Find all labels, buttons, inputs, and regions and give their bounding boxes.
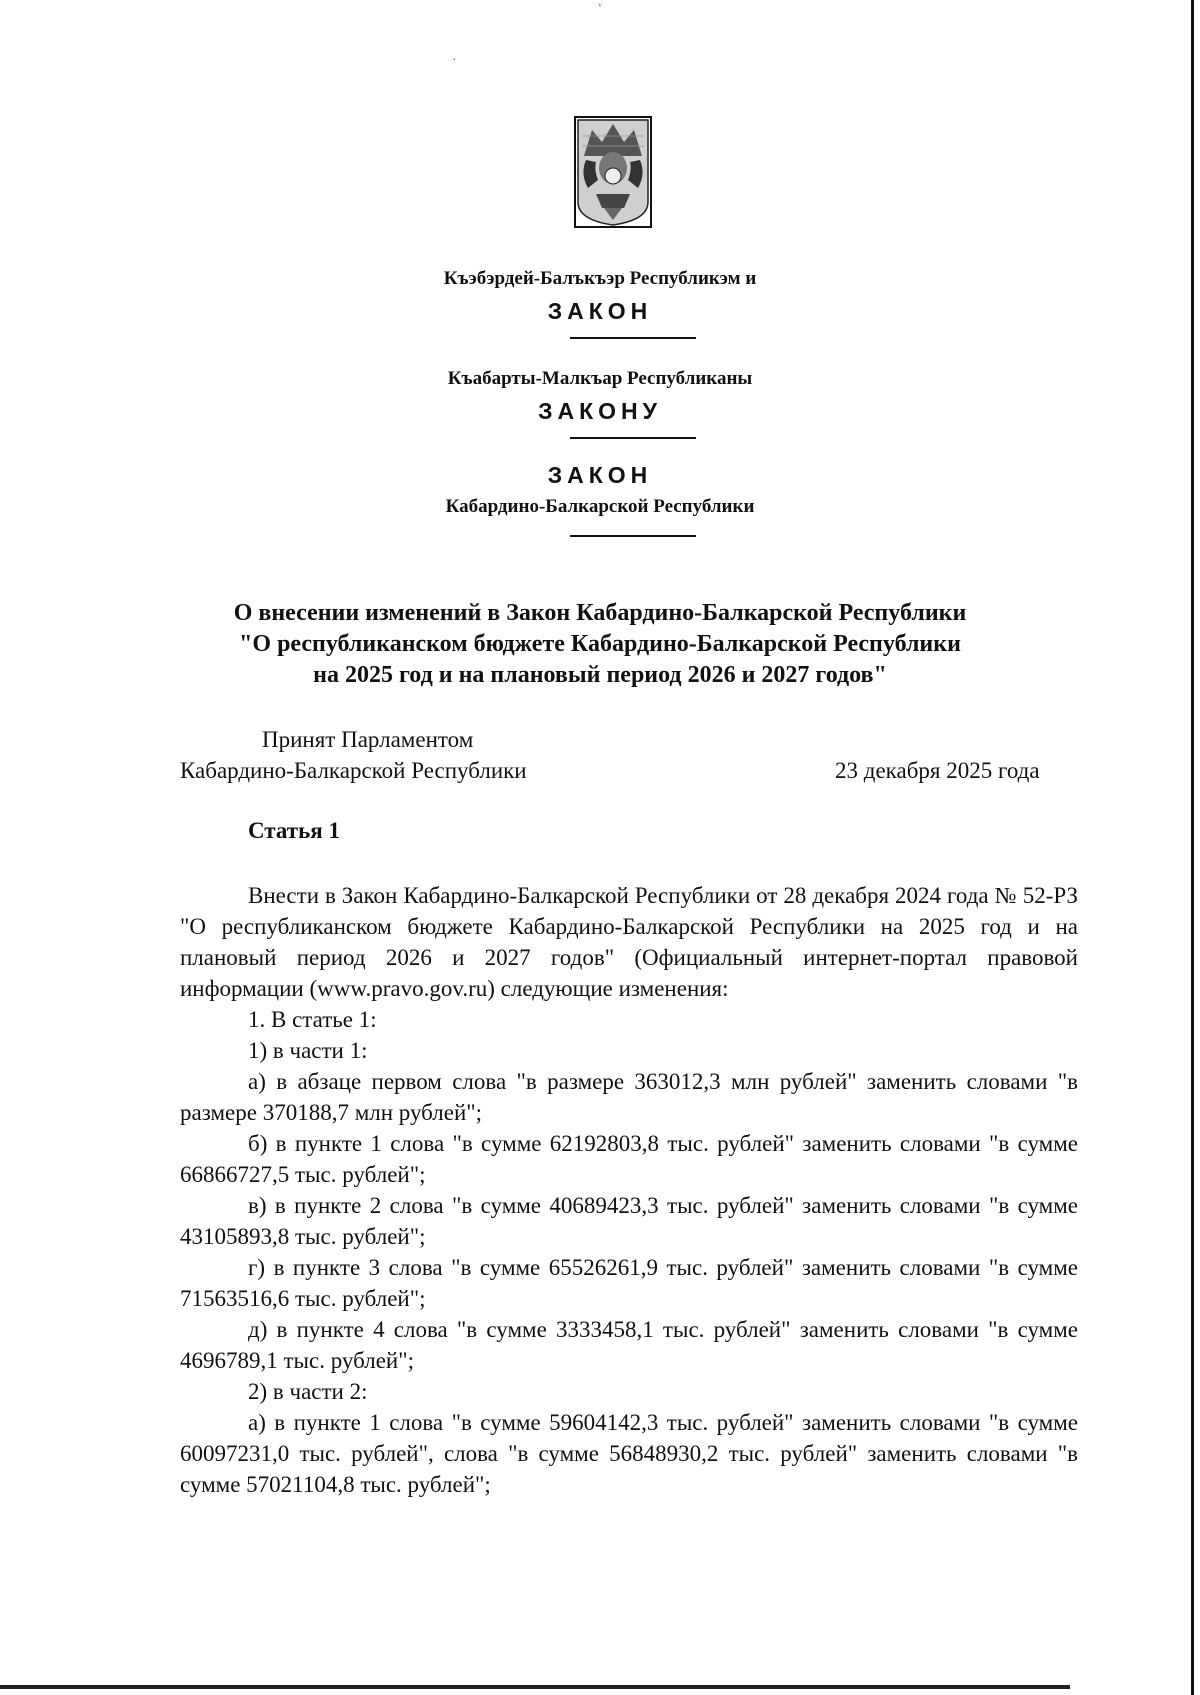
law-title-line: на 2025 год и на плановый период 2026 и 2027 годов" <box>313 662 887 688</box>
article-paragraph: б) в пункте 1 слова "в сумме 62192803,8 тыс. рублей" заменить словами "в сумме 66866727,5 тыс. рублей"; <box>180 1131 1078 1187</box>
adopted-by-line: Принят Парламентом <box>262 727 474 752</box>
article-body <box>180 880 1078 1500</box>
article-paragraph: а) в пункте 1 слова "в сумме 59604142,3 тыс. рублей" заменить словами "в сумме 60097231,0 тыс. рублей", слова "в сумме 56848930,2 тыс. рублей" заменить словами "в сумме 57021104,8 тыс. рублей"; <box>180 1410 1078 1497</box>
russian-law-label: ЗАКОН <box>547 462 653 488</box>
kabardian-law-label: ЗАКОН <box>547 298 653 324</box>
law-title-line: "О республиканском бюджете Кабардино-Балкарской Республики <box>239 631 961 657</box>
scan-artifact: ᵥ <box>598 0 603 10</box>
adopted-by-republic: Кабардино-Балкарской Республики <box>180 758 527 783</box>
divider <box>570 535 696 537</box>
divider <box>570 437 696 439</box>
coat-of-arms-icon <box>574 116 652 228</box>
divider <box>570 337 696 339</box>
article-paragraph: 1. В статье 1: <box>248 1007 377 1032</box>
kabardian-republic-line: Къэбэрдей-Балъкъэр Республикэм и <box>443 268 757 289</box>
article-paragraph: г) в пункте 3 слова "в сумме 65526261,9 тыс. рублей" заменить словами "в сумме 71563516,6 тыс. рублей"; <box>180 1255 1078 1311</box>
article-paragraph: Внести в Закон Кабардино-Балкарской Республики от 28 декабря 2024 года № 52-РЗ "О республиканском бюджете Кабардино-Балкарской Республики на 2025 год и на плановый период 2026 и 2027 годов" (Официальный интернет-портал правовой информации (www.pravo.gov.ru) следующие изменения: <box>180 883 1078 1001</box>
balkar-law-label: ЗАКОНУ <box>538 398 662 424</box>
law-title <box>0 598 1200 691</box>
article-heading: Статья 1 <box>248 818 340 843</box>
russian-republic-line: Кабардино-Балкарской Республики <box>445 496 755 517</box>
coat-of-arms-emblem <box>574 116 652 228</box>
article-paragraph: 1) в части 1: <box>248 1038 368 1063</box>
scan-border-bottom <box>0 1685 1070 1689</box>
article-paragraph: д) в пункте 4 слова "в сумме 3333458,1 тыс. рублей" заменить словами "в сумме 4696789,1 тыс. рублей"; <box>180 1317 1078 1373</box>
scan-artifact: · <box>452 53 457 68</box>
article-paragraph: 2) в части 2: <box>248 1379 368 1404</box>
adoption-date: 23 декабря 2025 года <box>835 758 1040 783</box>
balkar-republic-line: Къабарты-Малкъар Республиканы <box>447 368 753 389</box>
scan-border-right <box>1191 0 1194 1695</box>
article-paragraph: в) в пункте 2 слова "в сумме 40689423,3 тыс. рублей" заменить словами "в сумме 43105893,8 тыс. рублей"; <box>180 1193 1078 1249</box>
article-paragraph: а) в абзаце первом слова "в размере 363012,3 млн рублей" заменить словами "в размере 370188,7 млн рублей"; <box>180 1069 1078 1125</box>
law-title-line: О внесении изменений в Закон Кабардино-Балкарской Республики <box>233 600 967 626</box>
